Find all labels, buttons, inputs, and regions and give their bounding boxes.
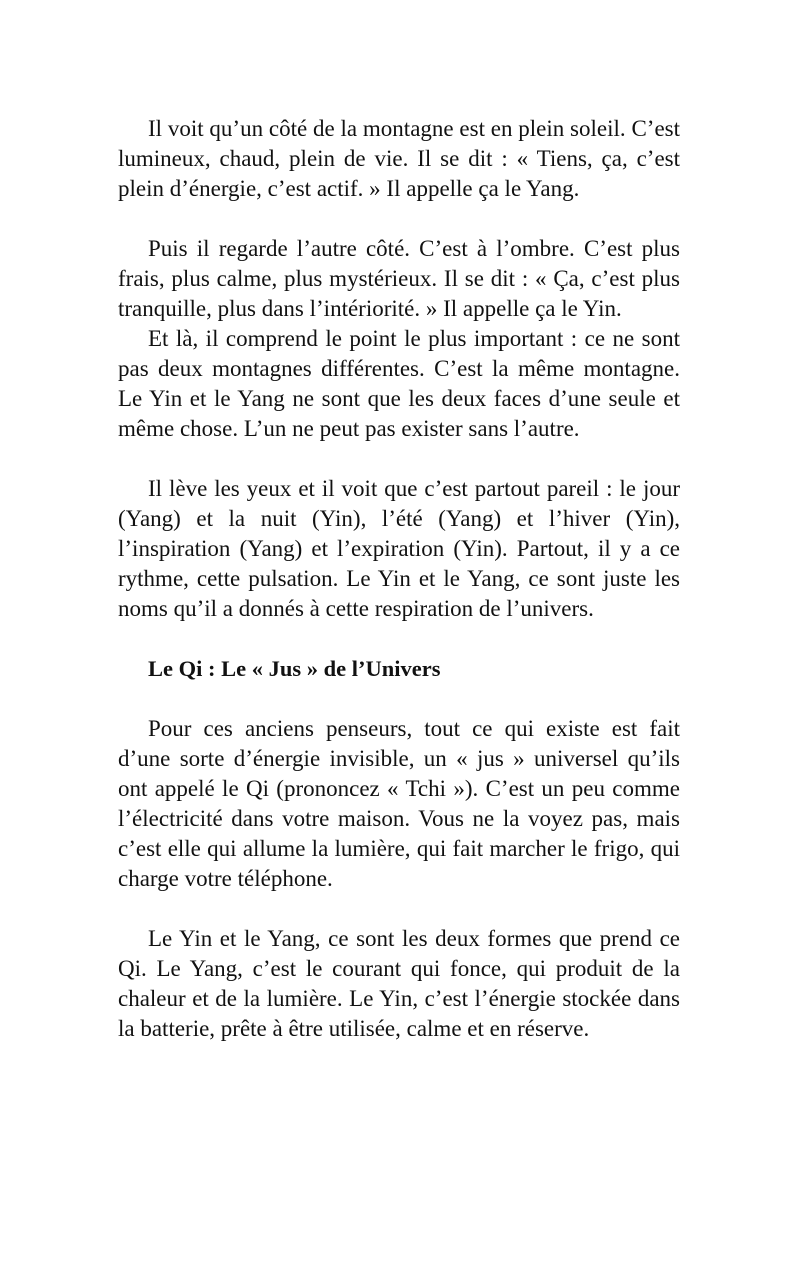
- paragraph-same-mountain: Et là, il comprend le point le plus important : ce ne sont pas deux montagnes différentes. C’est la même montagne. Le Yin et le Yang ne sont que les deux faces d’une seule et même chose. L’un ne peut pas exister sans l’autre.: [118, 326, 680, 441]
- paragraph-qi-energy: Pour ces anciens penseurs, tout ce qui existe est fait d’une sorte d’énergie invisible, un « jus » universel qu’ils ont appelé le Qi (prononcez « Tchi »). C’est un peu comme l’électricité dans votre maison. Vous ne la voyez pas, mais c’est elle qui allume la lumière, qui fait marcher le frigo, qui charge votre téléphone.: [118, 716, 680, 891]
- section-heading: Le Qi : Le « Jus » de l’Univers: [148, 656, 441, 681]
- paragraph-mountain-sunny-side: Il voit qu’un côté de la montagne est en plein soleil. C’est lumineux, chaud, plein de vie. Il se dit : « Tiens, ça, c’est plein d’énergie, c’est actif. » Il appelle ça le Yang.: [118, 116, 680, 201]
- paragraph-yin-yang-forms: Le Yin et le Yang, ce sont les deux formes que prend ce Qi. Le Yang, c’est le courant qui fonce, qui produit de la chaleur et de la lumière. Le Yin, c’est l’énergie stockée dans la batterie, prête à être utilisée, calme et en réserve.: [118, 926, 680, 1041]
- book-page: [118, 114, 680, 1044]
- paragraph-rhythm-of-universe: Il lève les yeux et il voit que c’est partout pareil : le jour (Yang) et la nuit (Yin), l’été (Yang) et l’hiver (Yin), l’inspiration (Yang) et l’expiration (Yin). Partout, il y a ce rythme, cette pulsation. Le Yin et le Yang, ce sont juste les noms qu’il a donnés à cette respiration de l’univers.: [118, 476, 680, 621]
- paragraph-mountain-shady-side: Puis il regarde l’autre côté. C’est à l’ombre. C’est plus frais, plus calme, plus mystérieux. Il se dit : « Ça, c’est plus tranquille, plus dans l’intériorité. » Il appelle ça le Yin.: [118, 236, 680, 321]
